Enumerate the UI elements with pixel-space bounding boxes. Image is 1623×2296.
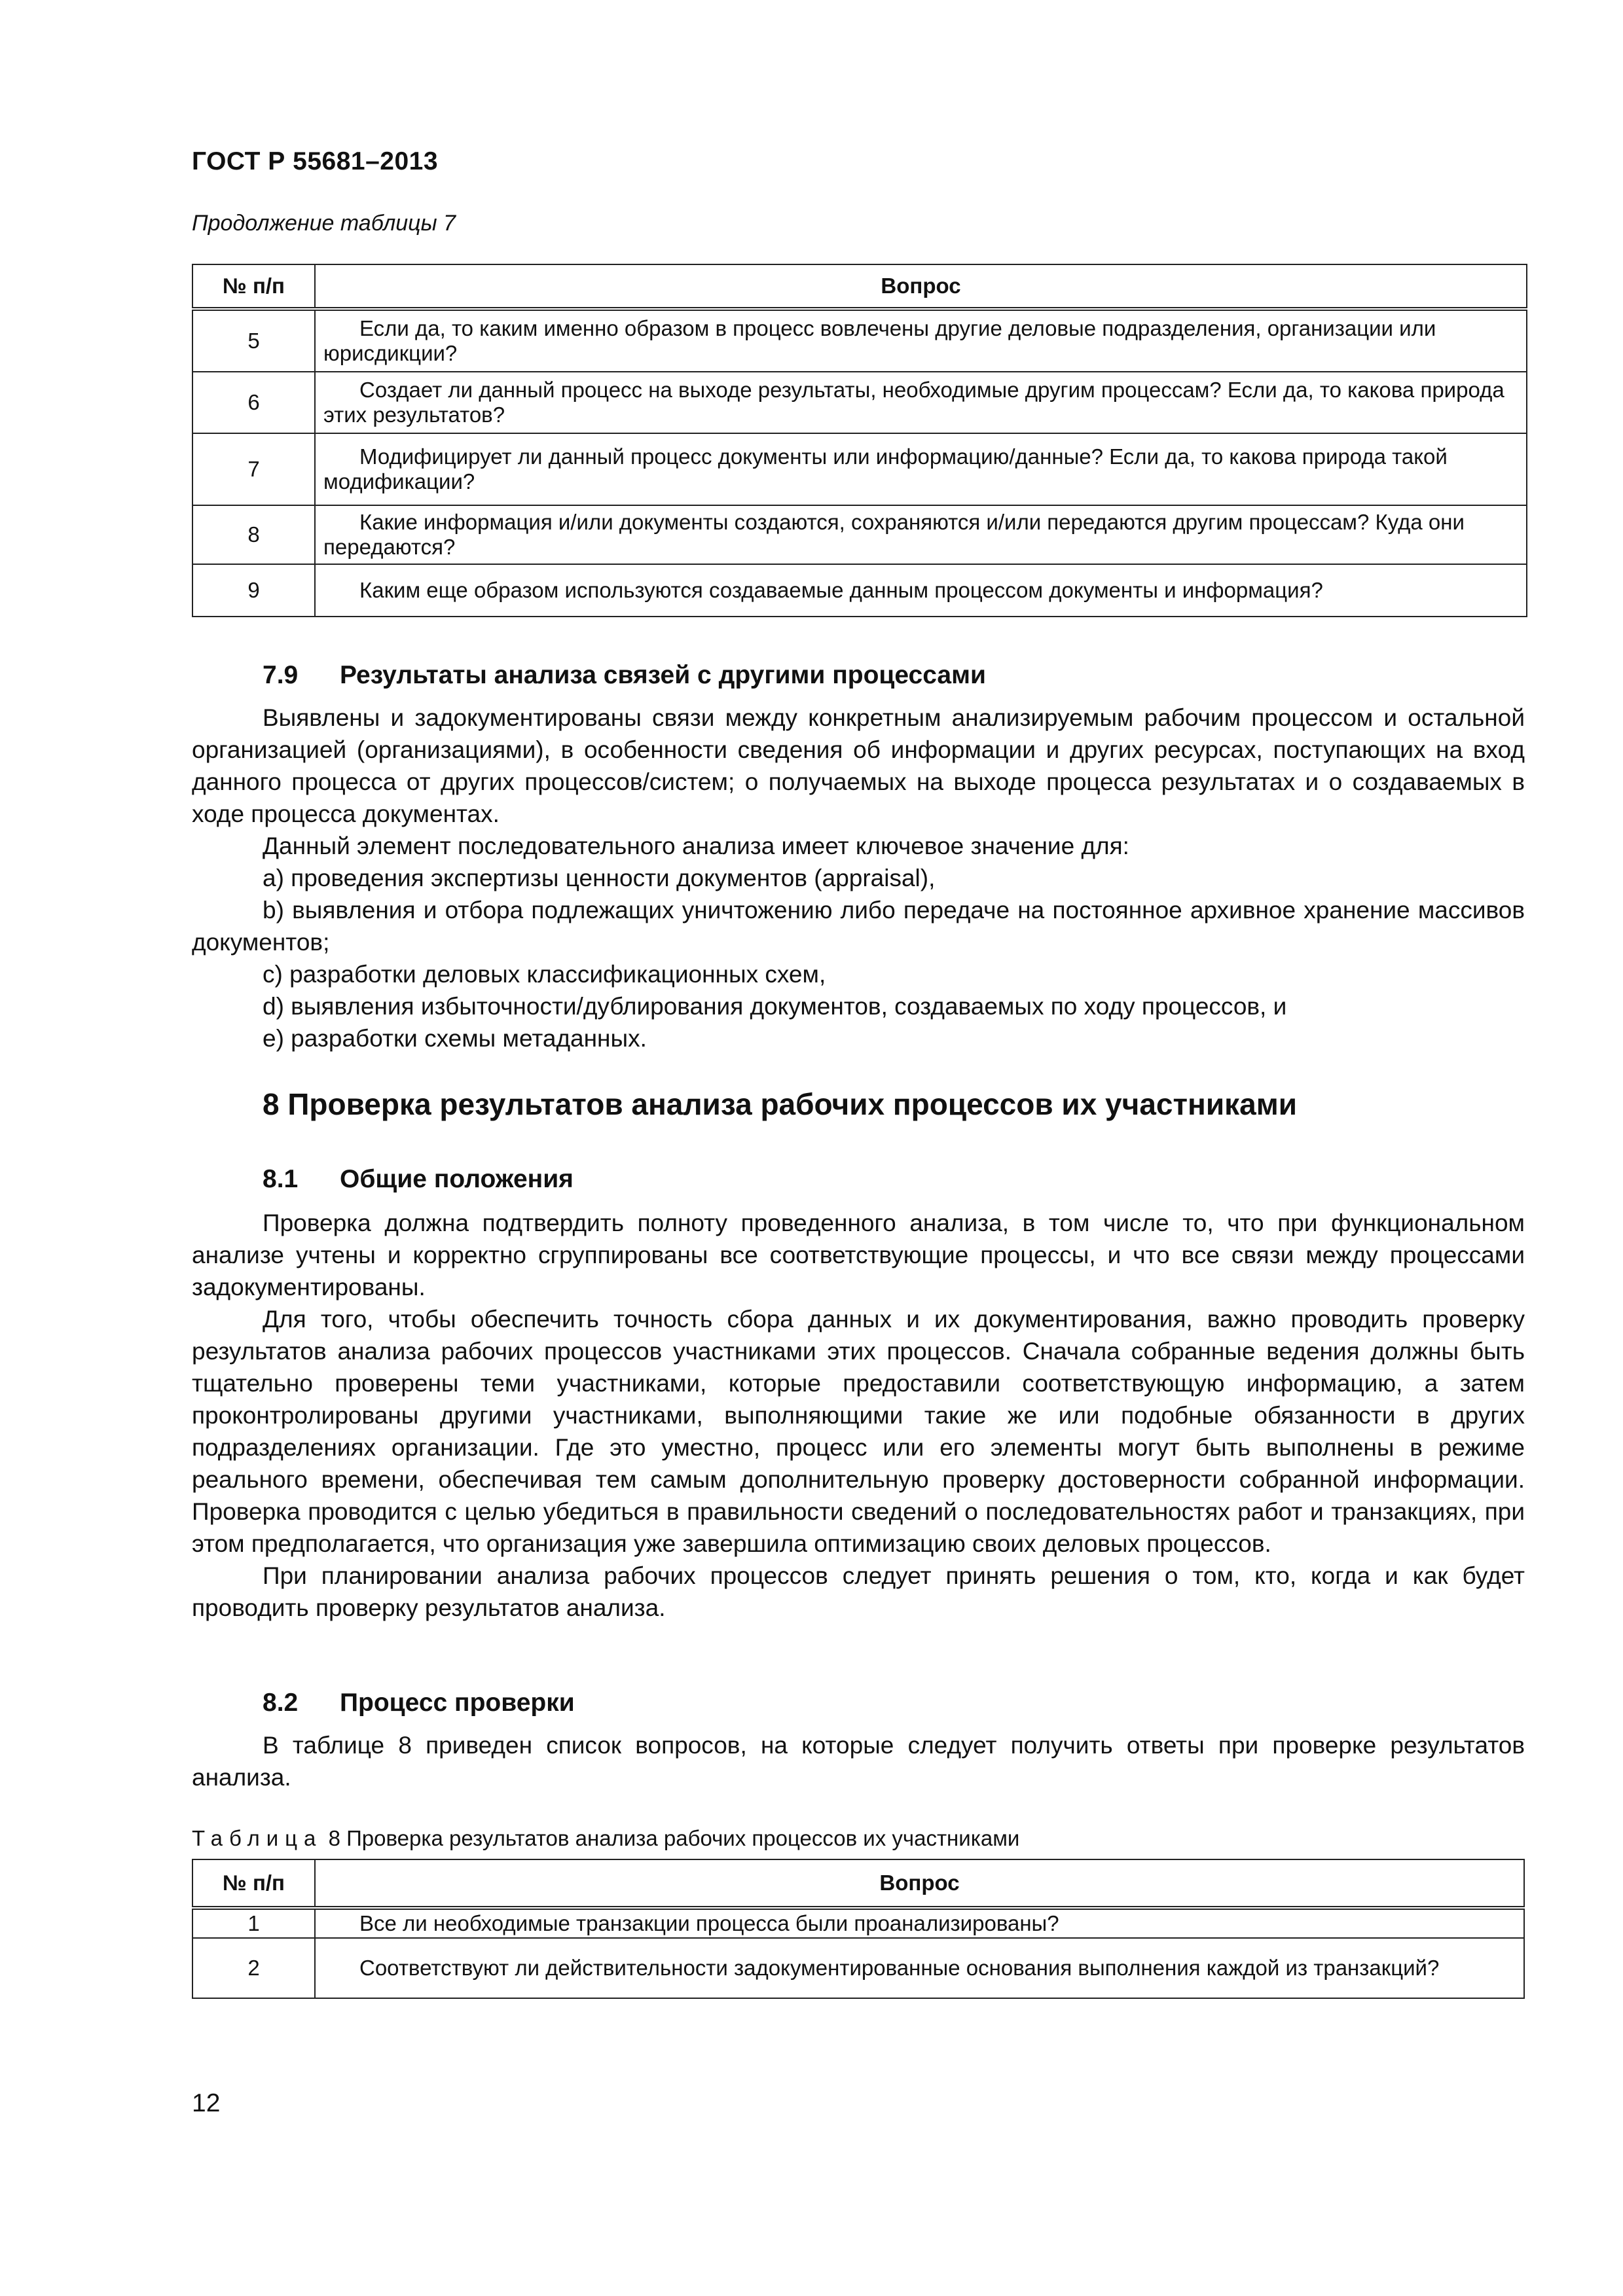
section-number: 7.9	[263, 661, 299, 689]
table-header-row	[192, 264, 1527, 309]
paragraph: При планировании анализа рабочих процессов следует принять решения о том, кто, когда и как будет проводить проверку результатов анализа.	[192, 1562, 1525, 1621]
table-header-row	[192, 1859, 1524, 1908]
question-text: Модифицирует ли данный процесс документы или информацию/данные? Если да, то какова природа такой модификации?	[323, 444, 1448, 493]
row-number: 6	[192, 372, 315, 433]
row-number: 1	[192, 1908, 315, 1938]
section-8-1-heading	[263, 1165, 574, 1194]
page-number: 12	[192, 2089, 221, 2117]
document-code-header: ГОСТ Р 55681–2013	[192, 147, 439, 175]
table-7	[192, 264, 1527, 617]
table-row	[192, 309, 1527, 372]
row-question	[315, 1938, 1524, 1998]
row-question	[315, 372, 1527, 433]
table-caption-label: Таблица	[192, 1826, 323, 1850]
list-item: e) разработки схемы метаданных.	[263, 1025, 647, 1052]
section-8-2-heading	[263, 1689, 575, 1717]
table-8-caption	[192, 1826, 1019, 1851]
list-item: a) проведения экспертизы ценности документов (appraisal),	[263, 865, 936, 891]
question-text: Соответствуют ли действительности задокументированные основания выполнения каждой из транзакций?	[359, 1956, 1440, 1980]
table-8	[192, 1859, 1525, 1999]
table-row	[192, 1938, 1524, 1998]
column-header-question: Вопрос	[315, 1859, 1524, 1908]
row-number: 9	[192, 564, 315, 617]
question-text: Какие информация и/или документы создаются, сохраняются и/или передаются другим процессам? Куда они передаются?	[323, 510, 1465, 559]
section-title: Процесс проверки	[340, 1689, 575, 1717]
row-number: 8	[192, 505, 315, 564]
row-number: 5	[192, 309, 315, 372]
paragraph: Для того, чтобы обеспечить точность сбора данных и их документирования, важно проводить проверку результатов анализа рабочих процессов участниками этих процессов. Сначала собранные ведения должны быть тщательно проверены теми участниками, которые предоставили соответствующую информацию, а затем проконтролированы другими участниками, выполняющими такие же или подобные обязанности в других подразделениях организации. Где это уместно, процесс или его элементы могут быть выполнены в режиме реального времени, обеспечивая тем самым дополнительную проверку достоверности собранной информации. Проверка проводится с целью убедиться в правильности сведений о последовательностях работ и транзакциях, при этом предполагается, что организация уже завершила оптимизацию своих деловых процессов.	[192, 1306, 1525, 1557]
section-title: Результаты анализа связей с другими процессами	[340, 661, 986, 689]
row-number: 2	[192, 1938, 315, 1998]
list-item: b) выявления и отбора подлежащих уничтожению либо передаче на постоянное архивное хранение массивов документов;	[192, 897, 1525, 956]
row-question	[315, 309, 1527, 372]
list-item: d) выявления избыточности/дублирования документов, создаваемых по ходу процессов, и	[263, 993, 1287, 1020]
table-row	[192, 433, 1527, 505]
paragraph: Выявлены и задокументированы связи между конкретным анализируемым рабочим процессом и остальной организацией (организациями), в особенности сведения об информации и других ресурсах, поступающих на вход данного процесса от других процессов/систем; о получаемых на выходе процесса результатах и о создаваемых в ходе процесса документах.	[192, 704, 1525, 827]
table-row	[192, 564, 1527, 617]
table-7-continuation-caption: Продолжение таблицы 7	[192, 211, 456, 236]
section-8-heading: 8 Проверка результатов анализа рабочих процессов их участниками	[263, 1087, 1298, 1121]
section-title: Общие положения	[340, 1165, 574, 1193]
question-text: Все ли необходимые транзакции процесса были проанализированы?	[359, 1911, 1059, 1935]
table-row	[192, 1908, 1524, 1938]
table-caption-text: 8 Проверка результатов анализа рабочих процессов их участниками	[328, 1826, 1020, 1850]
question-text: Создает ли данный процесс на выходе результаты, необходимые другим процессам? Если да, то какова природа этих результатов?	[323, 378, 1504, 427]
row-number: 7	[192, 433, 315, 505]
question-text: Если да, то каким именно образом в процесс вовлечены другие деловые подразделения, организации или юрисдикции?	[323, 316, 1436, 365]
list-item: c) разработки деловых классификационных схем,	[263, 961, 826, 988]
column-header-number: № п/п	[192, 1859, 315, 1908]
paragraph: В таблице 8 приведен список вопросов, на которые следует получить ответы при проверке результатов анализа.	[192, 1732, 1525, 1791]
table-row	[192, 372, 1527, 433]
column-header-number: № п/п	[192, 264, 315, 309]
row-question	[315, 1908, 1524, 1938]
section-7-9-body	[192, 702, 1525, 1054]
question-text: Каким еще образом используются создаваемые данным процессом документы и информация?	[359, 578, 1323, 602]
section-number: 8.1	[263, 1165, 299, 1193]
section-8-2-body	[192, 1729, 1525, 1793]
paragraph: Проверка должна подтвердить полноту проведенного анализа, в том числе то, что при функциональном анализе учтены и корректно сгруппированы все соответствующие процессы, и что все связи между процессами задокументированы.	[192, 1210, 1525, 1300]
section-8-1-body	[192, 1207, 1525, 1624]
column-header-question: Вопрос	[315, 264, 1527, 309]
section-number: 8.2	[263, 1689, 299, 1717]
section-7-9-heading	[263, 661, 986, 690]
table-row	[192, 505, 1527, 564]
row-question	[315, 564, 1527, 617]
row-question	[315, 505, 1527, 564]
row-question	[315, 433, 1527, 505]
paragraph: Данный элемент последовательного анализа имеет ключевое значение для:	[263, 833, 1129, 859]
